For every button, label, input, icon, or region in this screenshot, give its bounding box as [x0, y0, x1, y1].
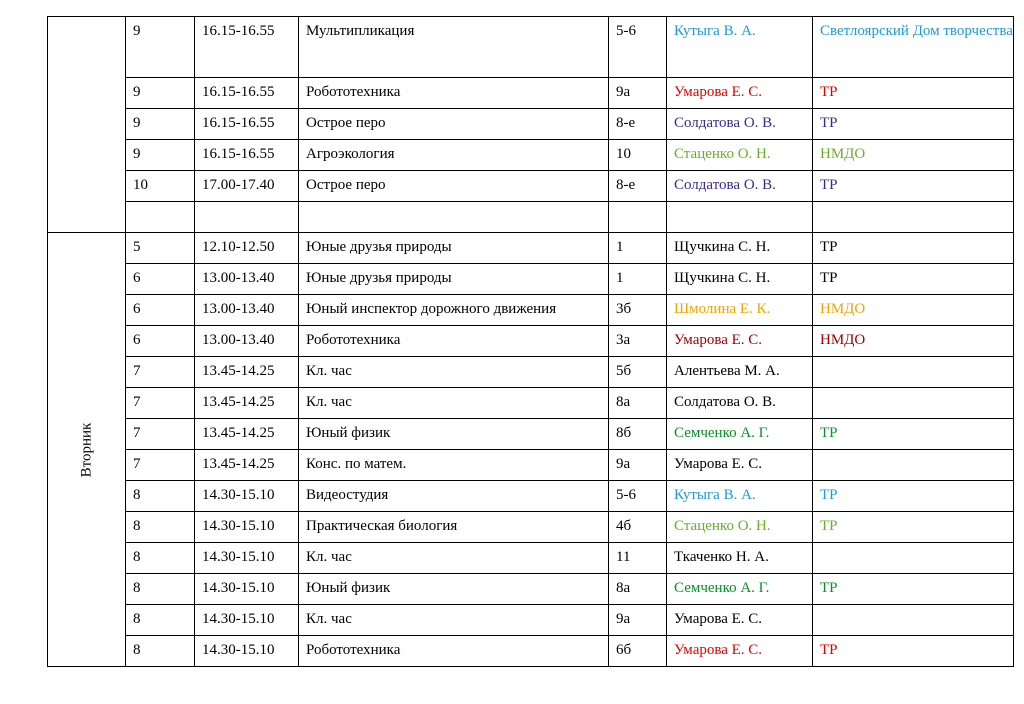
subject-cell: Кл. час	[299, 357, 609, 388]
lesson-number-cell	[126, 202, 195, 233]
lesson-number-cell: 8	[126, 636, 195, 667]
teacher-cell: Алентьева М. А.	[667, 357, 813, 388]
lesson-number-cell: 9	[126, 17, 195, 78]
teacher-cell: Щучкина С. Н.	[667, 233, 813, 264]
teacher-cell: Стаценко О. Н.	[667, 512, 813, 543]
lesson-number-cell: 7	[126, 450, 195, 481]
grade-cell: 1	[609, 233, 667, 264]
grade-cell: 8б	[609, 419, 667, 450]
grade-cell: 9а	[609, 450, 667, 481]
table-row	[48, 140, 1014, 171]
time-cell: 13.45-14.25	[195, 388, 299, 419]
table-row	[48, 17, 1014, 78]
lesson-number-cell: 5	[126, 233, 195, 264]
place-cell	[813, 450, 1014, 481]
time-cell: 17.00-17.40	[195, 171, 299, 202]
grade-cell: 11	[609, 543, 667, 574]
place-cell: НМДО	[813, 295, 1014, 326]
subject-cell: Юный инспектор дорожного движения	[299, 295, 609, 326]
time-cell: 16.15-16.55	[195, 78, 299, 109]
time-cell: 13.00-13.40	[195, 295, 299, 326]
subject-cell: Конс. по матем.	[299, 450, 609, 481]
teacher-cell: Солдатова О. В.	[667, 388, 813, 419]
lesson-number-cell: 9	[126, 109, 195, 140]
day-cell	[48, 17, 126, 233]
place-cell: Светлоярский Дом творчества	[813, 17, 1014, 78]
table-row	[48, 450, 1014, 481]
table-row	[48, 171, 1014, 202]
time-cell: 14.30-15.10	[195, 543, 299, 574]
lesson-number-cell: 6	[126, 264, 195, 295]
time-cell: 14.30-15.10	[195, 481, 299, 512]
table-row	[48, 636, 1014, 667]
subject-cell: Робототехника	[299, 78, 609, 109]
time-cell: 14.30-15.10	[195, 605, 299, 636]
teacher-cell: Солдатова О. В.	[667, 171, 813, 202]
time-cell: 16.15-16.55	[195, 140, 299, 171]
place-cell	[813, 357, 1014, 388]
place-cell: ТР	[813, 419, 1014, 450]
place-cell	[813, 605, 1014, 636]
time-cell: 14.30-15.10	[195, 636, 299, 667]
lesson-number-cell: 6	[126, 326, 195, 357]
time-cell: 16.15-16.55	[195, 109, 299, 140]
subject-cell: Видеостудия	[299, 481, 609, 512]
table-row	[48, 326, 1014, 357]
teacher-cell: Семченко А. Г.	[667, 419, 813, 450]
teacher-cell: Умарова Е. С.	[667, 636, 813, 667]
lesson-number-cell: 10	[126, 171, 195, 202]
teacher-cell	[667, 202, 813, 233]
time-cell: 13.45-14.25	[195, 357, 299, 388]
subject-cell: Юные друзья природы	[299, 233, 609, 264]
lesson-number-cell: 6	[126, 295, 195, 326]
subject-cell: Практическая биология	[299, 512, 609, 543]
table-row	[48, 605, 1014, 636]
place-cell: ТР	[813, 636, 1014, 667]
day-cell	[48, 233, 126, 667]
place-cell: ТР	[813, 171, 1014, 202]
grade-cell: 10	[609, 140, 667, 171]
place-cell	[813, 388, 1014, 419]
place-cell: ТР	[813, 109, 1014, 140]
grade-cell: 5б	[609, 357, 667, 388]
table-row	[48, 574, 1014, 605]
place-cell: ТР	[813, 78, 1014, 109]
grade-cell: 9а	[609, 605, 667, 636]
time-cell: 14.30-15.10	[195, 574, 299, 605]
lesson-number-cell: 7	[126, 357, 195, 388]
place-cell: ТР	[813, 233, 1014, 264]
time-cell: 12.10-12.50	[195, 233, 299, 264]
grade-cell: 1	[609, 264, 667, 295]
teacher-cell: Солдатова О. В.	[667, 109, 813, 140]
grade-cell	[609, 202, 667, 233]
grade-cell: 5-6	[609, 481, 667, 512]
subject-cell: Кл. час	[299, 388, 609, 419]
teacher-cell: Кутыга В. А.	[667, 481, 813, 512]
teacher-cell: Щучкина С. Н.	[667, 264, 813, 295]
lesson-number-cell: 9	[126, 140, 195, 171]
lesson-number-cell: 8	[126, 543, 195, 574]
teacher-cell: Стаценко О. Н.	[667, 140, 813, 171]
lesson-number-cell: 7	[126, 419, 195, 450]
schedule-table	[47, 16, 1014, 667]
teacher-cell: Кутыга В. А.	[667, 17, 813, 78]
subject-cell: Острое перо	[299, 109, 609, 140]
teacher-cell: Шмолина Е. К.	[667, 295, 813, 326]
table-row	[48, 295, 1014, 326]
time-cell	[195, 202, 299, 233]
place-cell: НМДО	[813, 326, 1014, 357]
subject-cell	[299, 202, 609, 233]
table-row	[48, 419, 1014, 450]
subject-cell: Юный физик	[299, 574, 609, 605]
schedule-body	[48, 17, 1014, 667]
place-cell: ТР	[813, 574, 1014, 605]
grade-cell: 8-е	[609, 109, 667, 140]
table-row	[48, 543, 1014, 574]
lesson-number-cell: 8	[126, 481, 195, 512]
teacher-cell: Умарова Е. С.	[667, 605, 813, 636]
grade-cell: 8а	[609, 388, 667, 419]
grade-cell: 6б	[609, 636, 667, 667]
place-cell: ТР	[813, 481, 1014, 512]
lesson-number-cell: 7	[126, 388, 195, 419]
time-cell: 13.00-13.40	[195, 264, 299, 295]
teacher-cell: Умарова Е. С.	[667, 450, 813, 481]
time-cell: 13.00-13.40	[195, 326, 299, 357]
table-row	[48, 202, 1014, 233]
subject-cell: Кл. час	[299, 543, 609, 574]
teacher-cell: Умарова Е. С.	[667, 326, 813, 357]
time-cell: 13.45-14.25	[195, 450, 299, 481]
grade-cell: 5-6	[609, 17, 667, 78]
table-row	[48, 357, 1014, 388]
table-row	[48, 78, 1014, 109]
teacher-cell: Ткаченко Н. А.	[667, 543, 813, 574]
subject-cell: Острое перо	[299, 171, 609, 202]
subject-cell: Юный физик	[299, 419, 609, 450]
time-cell: 13.45-14.25	[195, 419, 299, 450]
time-cell: 16.15-16.55	[195, 17, 299, 78]
lesson-number-cell: 8	[126, 512, 195, 543]
table-row	[48, 109, 1014, 140]
time-cell: 14.30-15.10	[195, 512, 299, 543]
day-label: Вторник	[78, 422, 95, 477]
subject-cell: Робототехника	[299, 636, 609, 667]
subject-cell: Мультипликация	[299, 17, 609, 78]
subject-cell: Юные друзья природы	[299, 264, 609, 295]
teacher-cell: Умарова Е. С.	[667, 78, 813, 109]
place-cell: ТР	[813, 264, 1014, 295]
place-cell: ТР	[813, 512, 1014, 543]
teacher-cell: Семченко А. Г.	[667, 574, 813, 605]
subject-cell: Робототехника	[299, 326, 609, 357]
table-row	[48, 481, 1014, 512]
lesson-number-cell: 9	[126, 78, 195, 109]
subject-cell: Кл. час	[299, 605, 609, 636]
grade-cell: 3а	[609, 326, 667, 357]
table-row	[48, 512, 1014, 543]
grade-cell: 8а	[609, 574, 667, 605]
table-row	[48, 388, 1014, 419]
grade-cell: 8-е	[609, 171, 667, 202]
grade-cell: 9а	[609, 78, 667, 109]
lesson-number-cell: 8	[126, 574, 195, 605]
subject-cell: Агроэкология	[299, 140, 609, 171]
table-row	[48, 264, 1014, 295]
grade-cell: 4б	[609, 512, 667, 543]
lesson-number-cell: 8	[126, 605, 195, 636]
grade-cell: 3б	[609, 295, 667, 326]
place-cell	[813, 543, 1014, 574]
place-cell	[813, 202, 1014, 233]
place-cell: НМДО	[813, 140, 1014, 171]
table-row	[48, 233, 1014, 264]
